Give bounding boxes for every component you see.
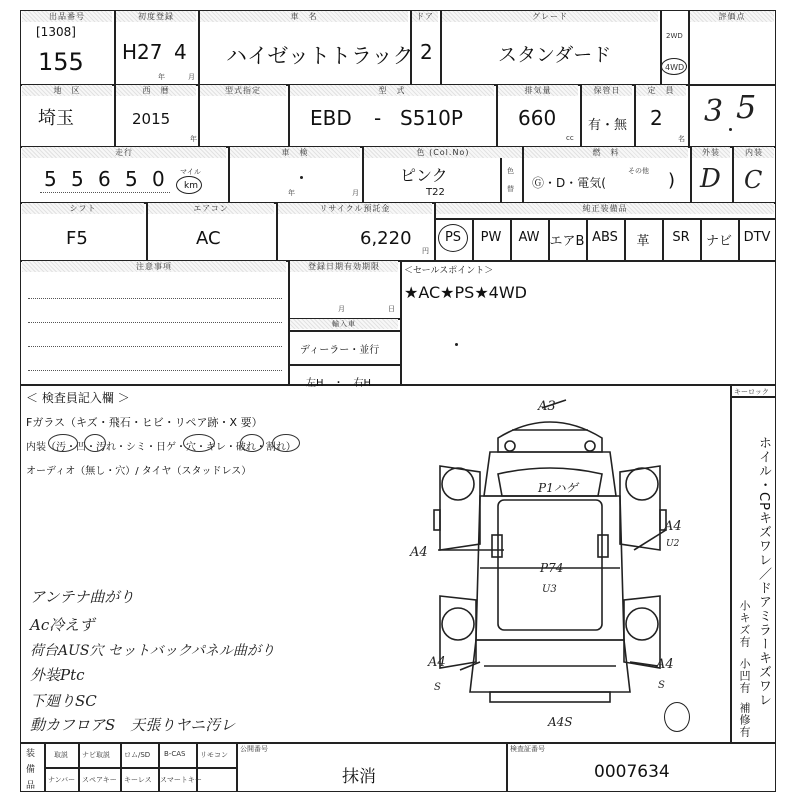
- mark-a3: A3: [538, 399, 556, 414]
- footer-label-6: ナンバー: [48, 776, 76, 784]
- equipment-item: SR: [672, 230, 690, 245]
- year-western: 2015: [132, 110, 171, 128]
- circle-mark-5: [272, 434, 300, 452]
- label-grade: グレード: [442, 11, 658, 22]
- label-car-name: 車 名: [200, 11, 408, 22]
- footer-public-label: 公開番号: [240, 745, 268, 753]
- label-inspection: 保管日: [582, 85, 632, 96]
- grade-value: スタンダード: [498, 44, 612, 66]
- mark-center: P74: [540, 561, 564, 575]
- equipment-ps-circle: [438, 224, 468, 252]
- footer-label-2: ナビ取説: [82, 751, 110, 759]
- color-name: ピンク: [400, 166, 448, 185]
- region: 埼玉: [38, 108, 74, 129]
- side-text-3: 補修有: [738, 702, 751, 738]
- footer-side-1: 装: [26, 749, 36, 759]
- label-mileage: 走行: [22, 147, 226, 158]
- capacity-unit: 名: [678, 135, 685, 143]
- label-rating: 評価点: [690, 11, 774, 22]
- color-iro: 色: [507, 167, 514, 175]
- note-5: 下廻りSC: [30, 692, 97, 710]
- shift-value: F5: [66, 228, 88, 249]
- mark-center-sub: U3: [542, 584, 557, 595]
- recycle-unit: 円: [422, 247, 429, 255]
- score-int: 3: [704, 94, 724, 129]
- key-lock-label: キーロック: [734, 388, 769, 396]
- mileage-d3: 6: [98, 167, 111, 191]
- mark-front: P1ハゲ: [538, 481, 578, 495]
- mileage-d5: 0: [152, 167, 165, 191]
- spare-wheel: [664, 702, 690, 732]
- mark-right-sub: U2: [666, 539, 680, 549]
- label-interior: 内装: [734, 147, 774, 158]
- label-model: 型 式: [290, 85, 494, 96]
- footer-side-2: 備: [26, 765, 36, 775]
- first-reg-year: H27: [122, 40, 163, 64]
- mark-rear-right-sub: S: [658, 680, 665, 691]
- footer-label-1: 取説: [54, 751, 68, 759]
- equipment-item: エアB: [549, 234, 585, 249]
- label-year: 西 暦: [116, 85, 196, 96]
- footer-side-3: 品: [26, 781, 36, 791]
- footer-label-7: スペアキー: [82, 776, 117, 784]
- aircon-value: AC: [196, 228, 221, 249]
- footer-label-3: ロム/SD: [124, 751, 151, 759]
- inspector-line-2: 内装（汚・凹・汚れ・シミ・日ゲ・穴・キレ・破れ・割れ）: [26, 442, 296, 453]
- mark-rear-left-sub: S: [434, 682, 441, 693]
- fuel-options: Ⓖ・D・電気(: [532, 176, 606, 190]
- footer-label-5: リモコン: [200, 751, 228, 759]
- note-1: アンテナ曲がり: [30, 588, 135, 606]
- storage: 有・無: [588, 118, 628, 133]
- mileage-d1: 5: [44, 167, 57, 191]
- note-2: Ac冷えず: [30, 616, 95, 634]
- drive-2wd: 2WD: [666, 32, 683, 40]
- label-shift: シフト: [22, 203, 144, 214]
- label-fuel: 燃 料: [524, 147, 688, 158]
- side-text-1: 小キズ有: [738, 600, 751, 648]
- label-color: 色 (Col.No): [364, 147, 522, 158]
- shaken-nen: 年: [288, 189, 295, 197]
- capacity: 2: [650, 106, 663, 130]
- label-displacement: 排気量: [498, 85, 578, 96]
- equipment-item: DTV: [743, 230, 771, 245]
- label-equipment: 純正装備品: [436, 203, 774, 214]
- lot-number: 155: [38, 48, 84, 76]
- exterior-grade: D: [700, 164, 721, 194]
- score-point: [729, 128, 732, 131]
- mark-right: A4: [664, 519, 682, 534]
- circle-mark-2: [84, 434, 106, 452]
- label-import: 輸入車: [290, 319, 398, 329]
- circle-mark-4: [240, 434, 264, 452]
- label-capacity: 定 員: [636, 85, 686, 96]
- mileage-d2: 5: [71, 167, 84, 191]
- inspector-line-1: Fガラス（キズ・飛石・ヒビ・リペア跡・X 要）: [26, 416, 263, 429]
- truck-diagram: [410, 399, 682, 740]
- inspector-heading: ＜ 検査員記入欄 ＞: [26, 391, 130, 405]
- equipment-item: PW: [480, 230, 502, 245]
- label-area: 地 区: [22, 85, 112, 96]
- score-dec: 5: [736, 88, 757, 126]
- equipment-item: ナビ: [705, 234, 732, 249]
- equipment-item: AW: [518, 230, 540, 245]
- reg-hi: 日: [388, 305, 395, 313]
- label-exhibit-no: 出品番号: [22, 11, 112, 22]
- model-prefix: EBD: [310, 106, 352, 130]
- color-code: T22: [426, 187, 445, 198]
- cc-unit: cc: [566, 134, 574, 142]
- note-3: 荷台AUS穴 セットバックパネル曲がり: [30, 643, 275, 659]
- label-recycle: リサイクル預託金: [278, 203, 432, 214]
- footer-inspect-no: 0007634: [594, 762, 670, 782]
- model-dash: -: [374, 106, 382, 130]
- steering: 左H ・ 右H: [306, 378, 372, 389]
- displacement: 660: [518, 106, 557, 130]
- equipment-item: 革: [636, 234, 650, 249]
- label-type-cert: 型式指定: [200, 85, 286, 96]
- door-count: 2: [420, 40, 433, 64]
- note-6: 動カフロアS 天張りヤニ汚レ: [30, 716, 236, 734]
- model-code: S510P: [400, 106, 463, 130]
- label-aircon: エアコン: [148, 203, 274, 214]
- footer-cancel: 抹消: [342, 767, 376, 787]
- mark-left: A4: [410, 545, 428, 560]
- label-notes: 注意事項: [22, 261, 286, 272]
- sales-point: ★AC★PS★4WD: [404, 283, 527, 302]
- mark-rear: A4S: [548, 715, 573, 729]
- mileage-km: km: [184, 181, 198, 191]
- footer-label-9: スマートキー: [160, 776, 202, 784]
- car-name: ハイゼットトラック: [226, 44, 414, 68]
- first-reg-nen: 年: [158, 73, 165, 81]
- interior-grade: C: [744, 166, 763, 194]
- drive-4wd: 4WD: [665, 63, 685, 72]
- circle-mark-1: [48, 434, 78, 452]
- footer-inspect-label: 検査証番号: [510, 745, 545, 753]
- equipment-item: PS: [444, 230, 462, 245]
- label-first-reg: 初度登録: [116, 11, 196, 22]
- footer-label-4: B-CAS: [164, 750, 186, 758]
- year-nen: 年: [190, 135, 197, 143]
- label-exterior: 外装: [692, 147, 730, 158]
- first-reg-tsuki: 月: [188, 73, 195, 81]
- fuel-close: ): [668, 170, 676, 191]
- label-reg-date: 登録日期有効期限: [290, 261, 398, 272]
- side-text-2: 小凹有: [738, 658, 751, 694]
- mark-rear-right: A4: [656, 657, 674, 672]
- label-sales-point: ＜セールスポイント＞: [404, 266, 494, 276]
- recycle-value: 6,220: [360, 228, 412, 249]
- footer-label-8: キーレス: [124, 776, 152, 784]
- km-circle: [176, 176, 202, 194]
- label-door: ドア: [412, 11, 438, 22]
- mileage-mile: マイル: [180, 168, 201, 176]
- reg-tsuki: 月: [338, 305, 345, 313]
- fuel-other: その他: [628, 167, 649, 175]
- mileage-d4: 5: [125, 167, 138, 191]
- dealer-type: ディーラー・並行: [300, 345, 380, 356]
- lot-code: [1308]: [36, 25, 76, 39]
- equipment-item: ABS: [592, 230, 618, 245]
- shaken-tsuki: 月: [352, 189, 359, 197]
- note-4: 外装Ptc: [30, 666, 85, 684]
- drive-4wd-circle: [661, 58, 687, 75]
- color-kae: 替: [507, 185, 514, 193]
- label-car-inspection: 車 検: [230, 147, 360, 158]
- side-text-main: ホイル・CPキズワレ／ドアミラーキズワレ: [756, 436, 771, 707]
- mark-rear-left: A4: [428, 655, 446, 670]
- circle-mark-3: [183, 434, 215, 452]
- first-reg-month: 4: [174, 40, 187, 64]
- inspector-line-3: オーディオ（無し・穴）/ タイヤ（スタッドレス）: [26, 466, 252, 477]
